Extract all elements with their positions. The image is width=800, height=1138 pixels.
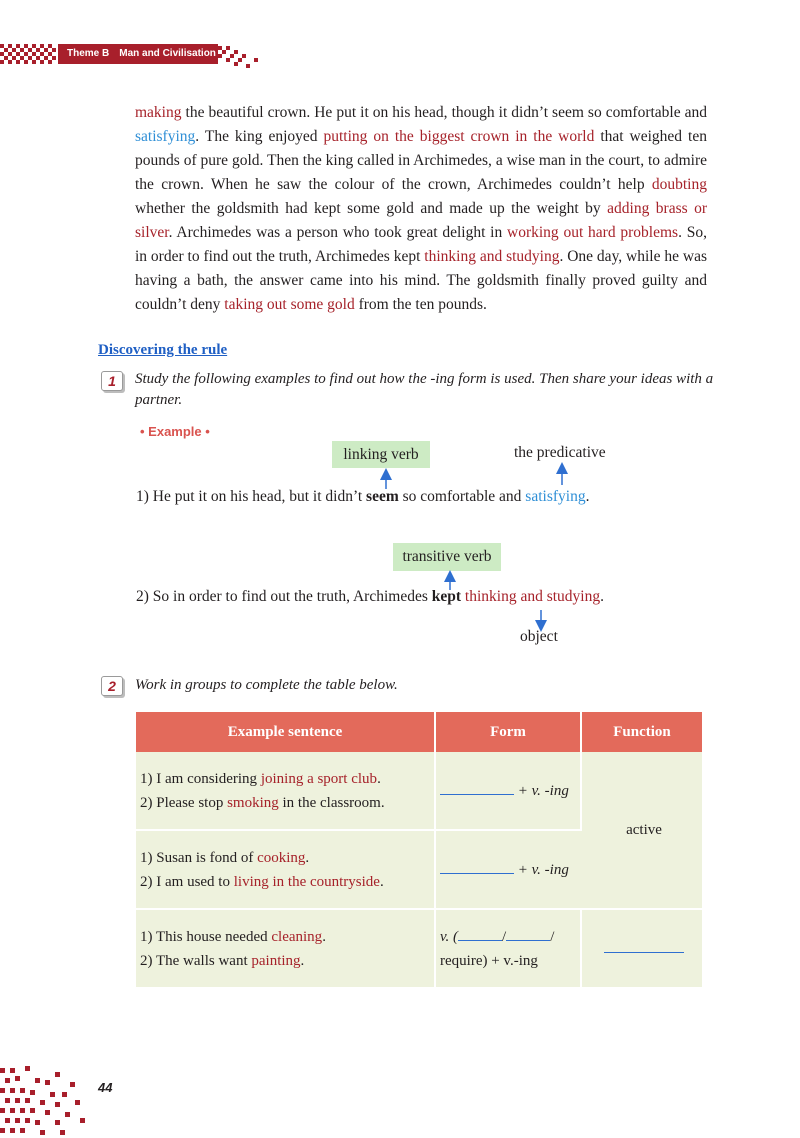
function-cell: active <box>581 752 702 909</box>
passage-text: . The king enjoyed <box>195 128 324 145</box>
header-function: Function <box>581 712 702 752</box>
pixel-decoration-footer <box>0 1058 95 1138</box>
passage-text: . So, in order to find out the truth, Archimedes kept <box>135 224 707 265</box>
transitive-verb-label: transitive verb <box>393 543 501 571</box>
form-cell: + v. -ing <box>435 752 581 830</box>
ing-form-table <box>136 712 702 989</box>
passage-text: . Archimedes was a person who took great delight in <box>168 224 508 241</box>
example-sentence-1: 1) He put it on his head, but it didn’t seem so comfortable and satisfying. <box>136 488 590 505</box>
example-sentences-cell: 1) This house needed cleaning. 2) The walls want painting. <box>136 909 435 988</box>
theme-label: Theme B <box>67 48 110 59</box>
form-blank-input[interactable] <box>458 924 502 941</box>
function-blank-input[interactable] <box>604 936 684 953</box>
task-1-number: 1 <box>101 371 123 391</box>
object-label: object <box>520 628 558 645</box>
highlighted-phrase: doubting <box>651 176 707 193</box>
header-form: Form <box>435 712 581 752</box>
task-1-instruction: Study the following examples to find out how the -ing form is used. Then share your ideas with a partner. <box>135 371 714 408</box>
highlighted-phrase: adding brass or silver <box>135 200 707 241</box>
task-2-instruction: Work in groups to complete the table below. <box>135 677 398 693</box>
form-blank-input[interactable] <box>440 778 514 795</box>
passage-text: whether the goldsmith had kept some gold and made up the weight by <box>135 200 608 217</box>
form-cell: + v. -ing <box>435 830 581 909</box>
keyword-seem: seem <box>366 488 399 505</box>
example-sentences-cell: 1) Susan is fond of cooking. 2) I am used to living in the countryside. <box>136 830 435 909</box>
ing-thinking-and-studying: thinking and studying <box>464 588 601 605</box>
highlighted-phrase: satisfying <box>135 128 196 145</box>
function-cell <box>581 909 702 988</box>
highlighted-phrase: putting on the biggest crown in the world <box>323 128 595 145</box>
theme-title: Man and Civilisation <box>119 48 216 59</box>
example-sentence-2: 2) So in order to find out the truth, Archimedes kept thinking and studying. <box>136 588 604 605</box>
example-label: • Example • <box>140 424 210 439</box>
highlighted-phrase: making <box>135 104 182 121</box>
highlighted-phrase: thinking and studying <box>424 248 560 265</box>
table-row <box>136 752 702 830</box>
highlighted-phrase: working out hard problems <box>507 224 679 241</box>
predicative-label: the predicative <box>514 444 606 461</box>
section-title: Discovering the rule <box>98 342 228 358</box>
passage-text: the beautiful crown. He put it on his head, though it didn’t seem so comfortable and <box>181 104 707 121</box>
form-cell: v. ( / / require) + v.-ing <box>435 909 581 988</box>
form-blank-input[interactable] <box>440 857 514 874</box>
form-blank-input[interactable] <box>506 924 550 941</box>
table-row <box>136 909 702 988</box>
example-sentences-cell: 1) I am considering joining a sport club. 2) Please stop smoking in the classroom. <box>136 752 435 830</box>
header-example-sentence: Example sentence <box>136 712 435 752</box>
task-2-number: 2 <box>101 676 123 696</box>
page-number: 44 <box>98 1080 113 1095</box>
keyword-kept: kept <box>431 588 462 605</box>
ing-satisfying: satisfying <box>525 488 586 505</box>
highlighted-phrase: taking out some gold <box>224 296 355 313</box>
passage-text: . One day, while he was having a bath, the answer came into his mind. The goldsmith finally proved guilty and couldn’t deny <box>135 248 707 313</box>
linking-verb-label: linking verb <box>332 441 430 468</box>
passage-text: that weighed ten pounds of pure gold. Then the king called in Archimedes, a wise man in the court, to admire the crown. When he saw the colour of the crown, Archimedes couldn’t help <box>135 128 707 193</box>
passage-text: from the ten pounds. <box>354 296 487 313</box>
